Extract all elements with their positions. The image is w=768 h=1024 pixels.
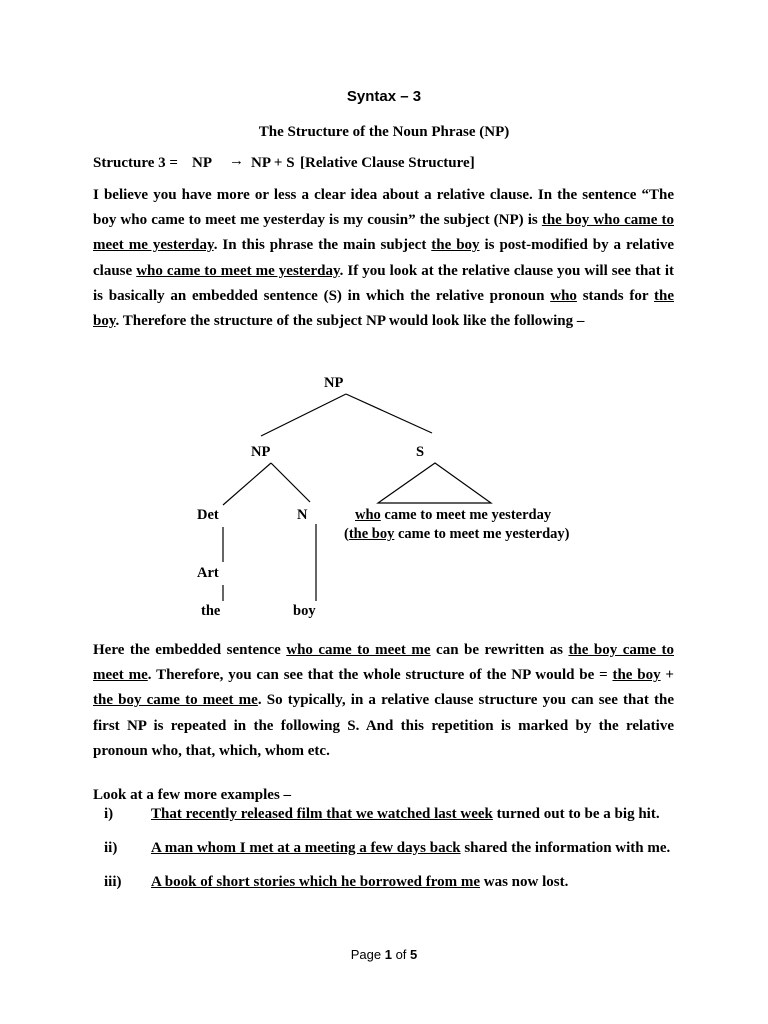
list-number: i)	[104, 806, 114, 822]
underlined-phrase: who	[355, 507, 381, 523]
intro-paragraph	[93, 183, 674, 334]
footer-text: of	[391, 947, 411, 962]
right-arrow-icon: →	[229, 153, 244, 169]
underlined-phrase: That recently released film that we watched last week	[151, 806, 493, 822]
tree-node-det: Det	[197, 507, 219, 523]
para-text: stands for	[576, 287, 654, 304]
page-title: Syntax – 3	[346, 88, 422, 105]
example-text: shared the information with me.	[460, 840, 671, 856]
node-text: (	[344, 526, 349, 542]
underlined-phrase: who came to meet me yesterday	[136, 262, 340, 279]
para-text: . So typically, in a relative clause structure you can see that the first NP is repeated in the following S. And this repetition is marked by the relative pronoun who, that, which, whom etc.	[93, 692, 674, 759]
structure-lhs: NP	[192, 155, 212, 171]
tree-node-s: S	[416, 444, 425, 460]
list-number: iii)	[104, 874, 122, 890]
para-text: Here the embedded sentence	[93, 642, 287, 658]
branch-np-to-np	[261, 394, 346, 436]
para-text: I believe you have more or less a clear idea about a relative clause. In the sentence “The boy who came to meet me yesterday is my cousin” the subject (NP) is	[93, 187, 674, 229]
list-text	[151, 806, 674, 823]
list-text	[151, 874, 674, 891]
underlined-phrase: A book of short stories which he borrowed from me	[151, 874, 481, 890]
tree-node-np-root: NP	[324, 375, 344, 391]
explanation-paragraph	[93, 638, 674, 764]
structure-label: Structure 3 =	[93, 155, 178, 171]
branch-np-to-s	[346, 394, 432, 433]
tree-node-n: N	[297, 507, 308, 523]
footer-text: Page	[350, 947, 385, 962]
para-text: can be rewritten as	[430, 642, 569, 658]
branch-np-to-n	[271, 463, 310, 502]
para-text: . Therefore the structure of the subject NP would look like the following –	[115, 313, 585, 330]
list-text	[151, 840, 674, 857]
example-text: turned out to be a big hit.	[492, 806, 660, 822]
underlined-phrase: the boy	[612, 667, 661, 684]
branch-np-to-det	[223, 463, 271, 505]
para-text: . If you look at the relative clause you will see that it is basically an embedded sentence (S) in which the relative pronoun	[93, 262, 674, 304]
para-text: . Therefore, you can see that the whole structure of the NP would be =	[147, 667, 613, 684]
underlined-phrase: the boy	[348, 526, 395, 542]
node-text: came to meet me yesterday	[380, 507, 552, 523]
underlined-phrase: who came to meet me	[286, 642, 431, 658]
total-page-count: 5	[410, 947, 418, 962]
tree-node-art: Art	[197, 565, 219, 581]
examples-heading: Look at a few more examples –	[93, 787, 292, 803]
tree-node-np: NP	[251, 444, 271, 460]
tree-leaf-the: the	[201, 603, 221, 619]
underlined-phrase: the boy came to meet me	[93, 692, 258, 709]
list-number: ii)	[104, 840, 118, 856]
tree-s-content-line1	[355, 507, 551, 524]
current-page-number: 1	[384, 947, 392, 962]
section-subtitle: The Structure of the Noun Phrase (NP)	[258, 124, 510, 140]
underlined-phrase: the boy who came to meet me yesterday	[93, 212, 674, 254]
page-footer	[0, 947, 768, 962]
tree-leaf-boy: boy	[293, 603, 316, 619]
structure-description: [Relative Clause Structure]	[300, 155, 475, 171]
structure-rhs: NP + S	[251, 155, 295, 171]
s-triangle	[378, 463, 491, 503]
underlined-phrase: the boy	[93, 287, 674, 330]
underlined-phrase: the boy	[431, 237, 480, 254]
para-text: +	[660, 667, 674, 684]
example-text: was now lost.	[480, 874, 569, 890]
underlined-phrase: who	[550, 287, 577, 304]
para-text: . In this phrase the main subject	[213, 237, 432, 254]
para-text: is post-modified by a relative clause	[93, 237, 675, 279]
underlined-phrase: A man whom I met at a meeting a few days back	[151, 840, 461, 856]
underlined-phrase: the boy came to meet me	[93, 642, 674, 684]
node-text: came to meet me yesterday)	[394, 526, 570, 542]
tree-s-content-line2	[344, 526, 570, 543]
